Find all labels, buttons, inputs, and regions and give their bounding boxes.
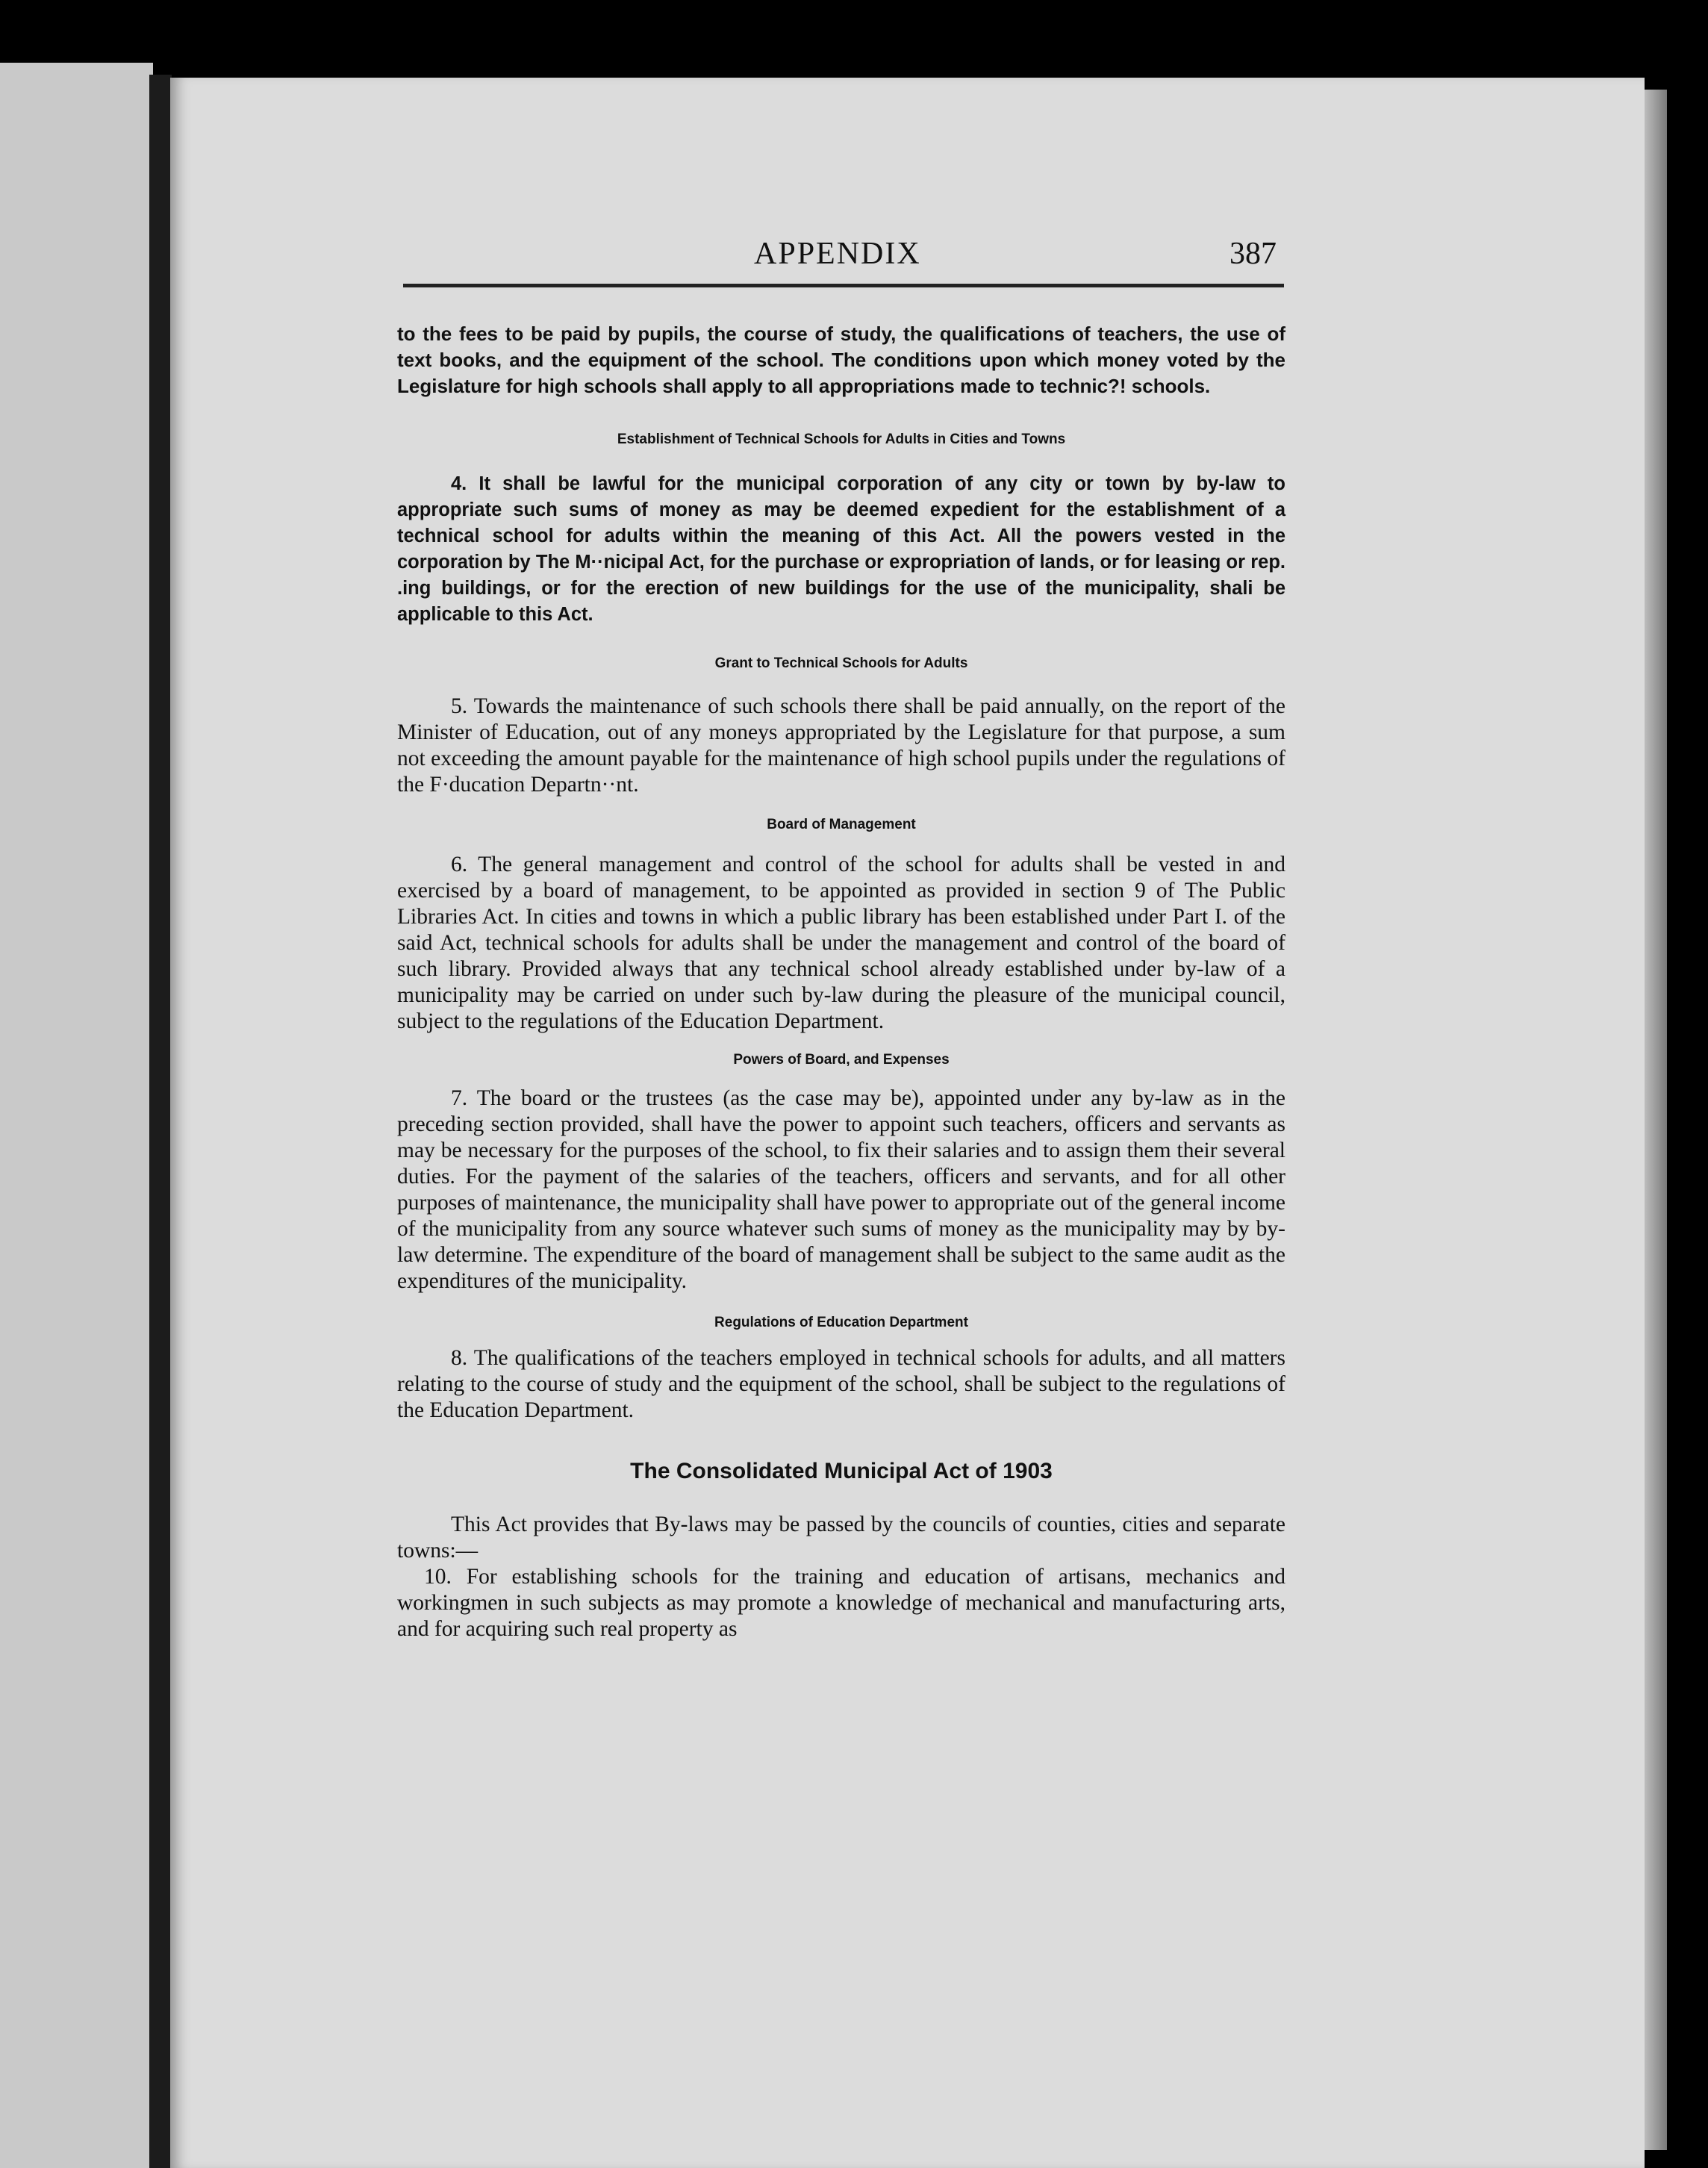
page-body <box>397 321 1285 1642</box>
section-heading-regulations: Regulations of Education Department <box>714 1315 968 1330</box>
header-rule <box>403 284 1284 287</box>
paragraph-section-8: 8. The qualifications of the teachers employed in technical schools for adults, and all matters relating to the course of study and the equipment of the school, shall be subject to the regulations of the Education Department. <box>397 1346 1285 1422</box>
section-heading-board: Board of Management <box>767 817 916 832</box>
page-edge-shadow <box>1645 90 1667 2150</box>
page-number: 387 <box>1229 237 1277 271</box>
section-heading-grant: Grant to Technical Schools for Adults <box>714 655 968 671</box>
paragraph-section-7: 7. The board or the trustees (as the case may be), appointed under any by-law as in the preceding section provided, shall have the power to appoint such teachers, officers and servants as may be necessary for the purposes of the school, to fix their salaries and to assign them their several duties. For the payment of the salaries of the teachers, officers and servants, and for all other purposes of maintenance, the municipality shall have power to appropriate out of the general income of the municipality from any source whatever such sums of money as the municipality may by by-law determine. The expenditure of the board of management shall be subject to the same audit as the expenditures of the municipality. <box>397 1086 1285 1293</box>
paragraph-section-10: 10. For establishing schools for the training and education of artisans, mechanics and workingmen in such subjects as may promote a knowledge of mechanical and manufacturing arts, and for acquiring such real property as <box>397 1565 1285 1641</box>
paragraph-act-intro: This Act provides that By-laws may be passed by the councils of counties, cities and separate towns:— <box>397 1513 1285 1563</box>
section-heading-powers: Powers of Board, and Expenses <box>733 1052 950 1068</box>
left-page-edge <box>0 63 153 2168</box>
paragraph-section-6: 6. The general management and control of the school for adults shall be vested in and exercised by a board of management, to be appointed as provided in section 9 of The Public Libraries Act. In cities and towns in which a public library has been established under Part I. of the said Act, technical schools for adults shall be under the management and control of the board of such library. Provided always that any technical school already established under by-law of a municipality may be carried on under such by-law during the pleasure of the municipal council, subject to the regulations of the Education Department. <box>397 853 1285 1033</box>
book-gutter <box>149 75 172 2168</box>
major-heading-municipal-act: The Consolidated Municipal Act of 1903 <box>630 1459 1053 1483</box>
section-heading-establishment: Establishment of Technical Schools for Adults in Cities and Towns <box>617 432 1066 447</box>
running-header <box>403 236 1284 288</box>
paragraph-section-5: 5. Towards the maintenance of such schools there shall be paid annually, on the report of the Minister of Education, out of any moneys appropriated by the Legislature for that purpose, a sum not exceeding the amount payable for the maintenance of high school pupils under the regulations of the F·ducation Departn··nt. <box>397 694 1285 797</box>
header-title: APPENDIX <box>754 237 921 271</box>
paragraph-continuation: to the fees to be paid by pupils, the course of study, the qualifications of teachers, the use of text books, and the equipment of the school. The conditions upon which money voted by the Legislature for high schools shall apply to all appropriations made to technic?! schools. <box>397 323 1285 397</box>
paragraph-section-4: 4. It shall be lawful for the municipal corporation of any city or town by by-law to appropriate such sums of money as may be deemed expedient for the establishment of a technical school for adults within the meaning of this Act. All the powers vested in the corporation by The M··nicipal Act, for the purchase or expropriation of lands, or for leasing or rep. .ing buildings, or for the erection of new buildings for the use of the municipality, shali be applicable to this Act. <box>397 473 1285 625</box>
